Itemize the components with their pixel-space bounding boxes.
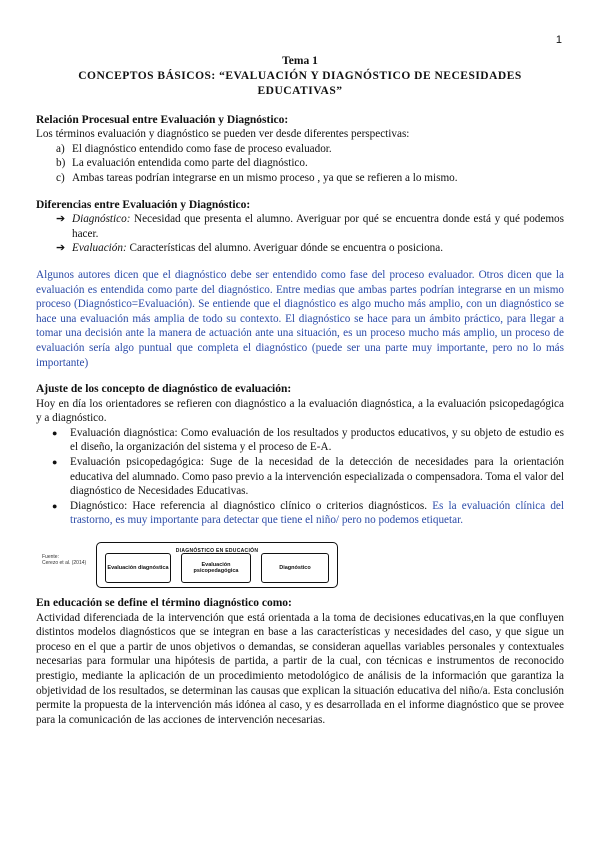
term-evaluacion: Evaluación: — [72, 242, 127, 255]
topic-title: Tema 1 — [282, 55, 318, 67]
concepts-list — [36, 426, 564, 528]
diagram-source-label: Fuente: — [42, 554, 59, 561]
list-text: La evaluación entendida como parte del diagnóstico. — [72, 157, 308, 170]
section-heading: Diferencias entre Evaluación y Diagnóstico: — [36, 198, 251, 211]
section-relacion — [36, 113, 564, 186]
list-item — [36, 171, 564, 186]
list-item — [36, 156, 564, 171]
diagram-outer-box — [96, 542, 338, 588]
differences-list — [36, 212, 564, 256]
main-title-line2: EDUCATIVAS” — [257, 84, 343, 97]
bullet-icon: ● — [52, 427, 58, 438]
list-item — [36, 455, 564, 499]
term-diagnostico: Diagnóstico: — [72, 213, 131, 226]
list-marker: b) — [56, 157, 66, 170]
section-definicion — [36, 596, 564, 727]
diagram-source — [42, 554, 86, 566]
diagram-box-diagnostico: Diagnóstico — [261, 553, 329, 583]
arrow-icon: ➔ — [56, 213, 66, 226]
diagnosis-diagram — [36, 534, 564, 594]
blue-annotation: Es la evaluación clínica del trastorno, es muy importante para detectar que tiene el niño/ pero no podemos etiquetar. — [70, 499, 564, 527]
section-intro: Los términos evaluación y diagnóstico se pueden ver desde diferentes perspectivas: — [36, 128, 410, 141]
main-title-line1: CONCEPTOS BÁSICOS: “EVALUACIÓN Y DIAGNÓSTICO DE NECESIDADES — [78, 69, 522, 82]
section-heading: Ajuste de los concepto de diagnóstico de evaluación: — [36, 383, 292, 396]
bullet-icon: ● — [52, 457, 58, 468]
list-text: Diagnóstico: Hace referencia al diagnóstico clínico o criterios diagnósticos. — [70, 499, 433, 512]
section-diferencias — [36, 198, 564, 371]
diagram-source-ref: Cerezo et al. (2014) — [42, 560, 87, 567]
document-body — [36, 54, 564, 727]
diagram-header: DIAGNÓSTICO EN EDUCACIÓN — [175, 548, 259, 555]
section-heading: Relación Procesual entre Evaluación y Diagnóstico: — [36, 113, 289, 126]
arrow-icon: ➔ — [56, 242, 66, 255]
diagram-box-evaluacion-psicopedagogica: Evaluación psicopedagógica — [181, 553, 251, 583]
list-marker: c) — [56, 171, 65, 184]
bullet-icon: ● — [52, 500, 58, 511]
list-item — [36, 212, 564, 241]
list-marker: a) — [56, 142, 65, 155]
list-text: Evaluación diagnóstica: Como evaluación de los resultados y productos educativos, y su objeto de estudio es el diseño, la organización del sistema y el proceso de E-A. — [70, 426, 564, 454]
term-description: Características del alumno. Averiguar dónde se encuentra o posiciona. — [126, 242, 444, 255]
definition-paragraph: Actividad diferenciada de la intervención que está orientada a la toma de decisiones educativas,en la que confluyen distintos modelos diagnósticos que se integran en base a las características y necesidades del caso, y que sigue un proceso en el que a partir de unos objetivos o demandas, se consideran aquellas variables personales y contextuales necesarias para formular una hipótesis de partida, a partir de la cual, con técnicas e instrumentos de reconocido prestigio, mediante la aplicación de un procedimiento metodológico de análisis de la información que garantiza la objetividad de los resultados, se determinan las causas que explican la situación educativa del niño/a. Esta conclusión permite la propuesta de la intervención más idónea al caso, y es desarrollada en el informe diagnóstico que se provee para la comunicación de las acciones de intervención necesarias. — [36, 611, 564, 726]
perspectives-list — [36, 142, 564, 186]
list-text: El diagnóstico entendido como fase de proceso evaluador. — [72, 142, 332, 155]
diagram-box-evaluacion-diagnostica: Evaluación diagnóstica — [105, 553, 171, 583]
blue-note: Algunos autores dicen que el diagnóstico debe ser entendido como fase del proceso evaluador. Otros dicen que la evaluación es entendida como parte del diagnóstico. Entre medias que ambas partes podrían integrarse en un mismo proceso (Diagnóstico=Evaluación). Se entiende que el diagnóstico es algo mucho más amplio, con un diagnóstico se hace una evaluación más amplia de todo su contexto. El diagnóstico se hace para un ámbito práctico, para llegar a tomar una decisión ante la manera de actuación ante una situación, es un proceso mucho más amplio, un proceso de evaluación sería algo puntual que completa el diagnóstico (puede ser una parte muy importante, pero no lo más importante) — [36, 268, 564, 369]
list-item — [36, 241, 564, 256]
list-item — [36, 426, 564, 455]
section-heading: En educación se define el término diagnóstico como: — [36, 597, 292, 610]
section-ajuste — [36, 382, 564, 528]
term-description: Necesidad que presenta el alumno. Averiguar por qué se encuentra donde está y qué podemos hacer. — [72, 213, 564, 240]
list-text: Evaluación psicopedagógica: Suge de la necesidad de la detección de necesidades para la orientación educativa del alumnado. Como paso previo a la intervención especializada o compensadora. Toma el valor del diagnóstico de Necesidades Educativas. — [70, 456, 564, 498]
list-item — [36, 142, 564, 157]
section-intro: Hoy en día los orientadores se refieren con diagnóstico a la evaluación diagnóstica, a la evaluación psicopedagógica y a diagnóstico. — [36, 397, 564, 425]
title-block — [36, 54, 564, 99]
page-number: 1 — [555, 34, 562, 46]
list-text: Ambas tareas podrían integrarse en un mismo proceso , ya que se refieren a lo mismo. — [72, 171, 458, 184]
list-item — [36, 499, 564, 528]
